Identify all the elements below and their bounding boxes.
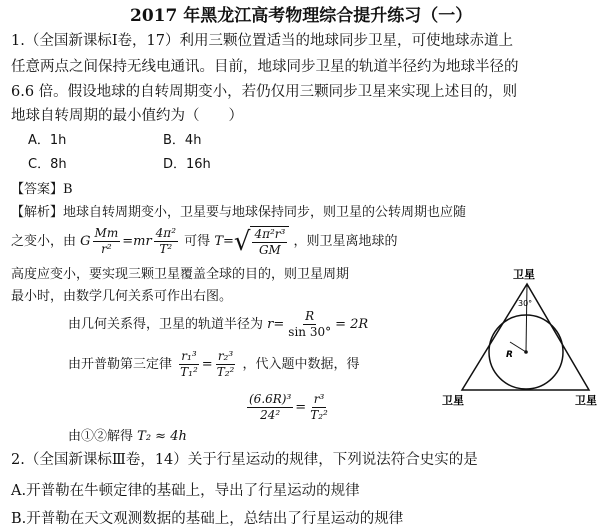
substituted-equation [245,392,332,422]
analysis-line-2-prefix: 之变小，由 [11,234,77,249]
result-equation: T₂ ≈ 4h [137,429,187,444]
analysis-line-8-prefix: 由①②解得 [68,429,134,444]
eq5-equals: = [295,400,307,415]
eq4-frac-left [178,349,200,380]
analysis-line-5-prefix: 由几何关系得，卫星的轨道半径为 [68,317,264,332]
eq2-frac [252,227,287,258]
analysis-line-4: 最小时，由数学几何关系可作出右图。 [11,289,233,304]
radius-equation [267,309,369,339]
left-satellite-label: 卫星 [442,394,464,407]
center-dot [524,350,528,354]
q1-option-b: B．4h [163,133,202,148]
eq5-den-right: T₂² [310,408,328,422]
eq4-equals: = [201,357,213,372]
q1-option-d: D．16h [163,157,211,172]
eq3-result: = 2R [335,317,369,332]
eq2-den: GM [258,242,281,257]
period-equation [214,226,293,257]
eq1-den-left: r² [101,242,112,256]
analysis-line-1: 【解析】地球自转周期变小，卫星要与地球保持同步，则卫星的公转周期也应随 [11,205,467,220]
eq1-g: G [80,234,91,249]
eq1-mr: mr [133,234,152,249]
eq1-num-left: Mm [94,226,119,240]
q2-option-b: B.开普勒在天文观测数据的基础上，总结出了行星运动的规律 [11,511,404,527]
eq3-frac [286,309,333,340]
eq1-frac-right [154,226,178,257]
eq5-frac-left [247,392,293,423]
q1-option-c: C．8h [28,157,67,172]
answer-line: 【答案】B [11,182,73,197]
analysis-line-5 [68,305,368,345]
sqrt-icon: √ [233,226,251,257]
analysis-line-8 [68,427,187,447]
eq3-den: sin 30° [288,325,332,339]
eq3-equals: = [273,317,285,332]
analysis-line-2 [11,222,398,262]
q1-stem-line-4: 地球自转周期的最小值约为（ ） [11,108,243,124]
eq4-den-right: T₂² [216,365,235,379]
eq2-sqrt [234,226,289,258]
eq5-num-left: (6.6R)³ [249,392,292,406]
analysis-line-6 [68,345,359,385]
analysis-line-7 [245,388,332,428]
analysis-line-2-keyi: 可得 [184,234,211,249]
q1-stem-line-2: 任意两点之间保持无线电通讯。目前，地球同步卫星的轨道半径约为地球半径的 [11,59,519,75]
eq4-num-right: r₂³ [217,349,234,363]
height-line [526,284,527,352]
kepler-equation [176,349,242,379]
right-satellite-label: 卫星 [575,394,597,407]
top-satellite-label: 卫星 [513,268,535,281]
radius-label: R [506,350,513,360]
gravity-equation [80,226,184,256]
eq3-r: r [267,317,274,332]
satellite-geometry-diagram [440,262,605,412]
eq5-den-left: 24² [260,408,281,422]
eq1-num-right: 4π² [155,226,177,240]
analysis-line-6-suffix: ，代入题中数据，得 [242,357,360,372]
eq4-den-left: T₁² [180,365,198,379]
eq2-t: T [214,234,223,249]
q2-stem: 2.（全国新课标Ⅲ卷，14）关于行星运动的规律，下列说法符合史实的是 [11,452,478,468]
q1-option-a: A．1h [28,133,67,148]
eq2-equals: = [222,234,234,249]
analysis-line-3: 高度应变小，要实现三颗卫星覆盖全球的目的，则卫星周期 [11,267,350,282]
eq5-num-right: r³ [313,392,325,406]
eq4-frac-right [215,349,237,380]
eq1-frac-left [93,226,121,257]
eq5-frac-right [308,392,330,423]
eq1-den-right: T² [159,242,173,256]
q2-option-a: A.开普勒在牛顿定律的基础上，导出了行星运动的规律 [11,483,360,499]
eq2-num: 4π²r³ [254,226,286,241]
eq4-num-left: r₁³ [181,349,197,363]
angle-label: 30° [518,299,533,308]
page-title: 2017 年黑龙江高考物理综合提升练习（一） [130,6,473,26]
q1-stem-line-3: 6.6 倍。假设地球的自转周期变小，若仍仅用三颗同步卫星来实现上述目的，则 [11,84,518,100]
eq1-equals: = [122,234,134,249]
eq3-num: R [305,309,315,323]
q1-stem-line-1: 1.（全国新课标Ⅰ卷，17）利用三颗位置适当的地球同步卫星，可使地球赤道上 [11,33,514,49]
analysis-line-2-suffix: ，则卫星离地球的 [293,234,398,249]
analysis-line-6-prefix: 由开普勒第三定律 [68,357,173,372]
